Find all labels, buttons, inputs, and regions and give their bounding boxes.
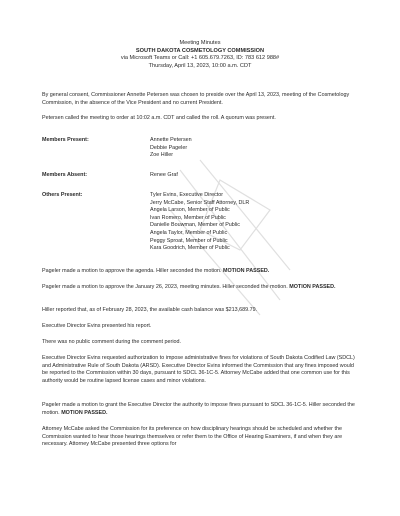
members-absent-list — [150, 172, 178, 180]
motion-result: MOTION PASSED. — [223, 268, 270, 274]
paragraph-public-comment: There was no public comment during the comment period. — [42, 339, 182, 345]
list-item: Debbie Pageler — [150, 144, 188, 151]
motion-text: Pageler made a motion to approve the agenda. Hiller seconded the motion. — [42, 268, 223, 274]
motion-grant-authority — [42, 402, 360, 417]
members-present-label: Members Present: — [42, 137, 89, 143]
list-item: Angela Taylor, Member of Public — [150, 229, 228, 236]
motion-result: MOTION PASSED. — [61, 409, 108, 416]
motion-text: Pageler made a motion to grant the Executive Director the authority to impose fines pursuant to SDCL 36-1C-5. Hiller seconded the motion. — [42, 402, 355, 416]
meeting-access-line: via Microsoft Teams or Call: +1 605.679.7263, ID: 783 612 988# — [120, 55, 280, 62]
organization-name: SOUTH DAKOTA COSMETOLOGY COMMISSION — [135, 47, 265, 54]
paragraph-cash-balance: Hiller reported that, as of February 28, 2023, the available cash balance was $213,689.79. — [42, 307, 258, 313]
list-item: Peggy Sproat, Member of Public — [150, 237, 228, 244]
members-present-list — [150, 137, 192, 160]
list-item: Jerry McCabe, Senior Staff Attorney, DLR — [150, 199, 250, 206]
others-present-label: Others Present: — [42, 192, 83, 198]
paragraph-fines-authority: Executive Director Evins requested authorization to impose administrative fines for violations of South Dakota Codified Law (SDCL) and Administrative Rule of South Dakota (ARSD). Executive Director Evins informed the Commission that any fines imposed would be reported to the Commission within 30 days, pursuant to SDCL 36-1C-5. Attorney McCabe added that one common use for this authority would be routine lapsed license cases and minor violations. — [42, 355, 355, 384]
motion-approve-agenda — [42, 268, 360, 276]
list-item: Tyler Evins, Executive Director — [150, 192, 224, 198]
meeting-date: Thursday, April 13, 2023, 10:00 a.m. CDT — [148, 62, 252, 69]
document-title: Meeting Minutes — [179, 40, 221, 46]
list-item: Renee Graf — [150, 172, 178, 178]
list-item: Danielle Bouwman, Member of Public — [150, 222, 240, 229]
motion-result: MOTION PASSED. — [289, 284, 336, 290]
motion-text: Pageler made a motion to approve the January 26, 2023, meeting minutes. Hiller seconded the motion. — [42, 284, 290, 290]
others-present-list — [150, 192, 249, 253]
members-absent-label: Members Absent: — [42, 172, 88, 178]
paragraph-disciplinary-hearings: Attorney McCabe asked the Commission for its preference on how disciplinary hearings should be scheduled and whether the Commission wanted to hear those hearings themselves or refer them to the Office of Hearing Examiners, if and when they are necessary. Attorney McCabe presented three options for — [42, 426, 343, 448]
list-item: Ivan Romero, Member of Public — [150, 214, 226, 221]
paragraph-call-to-order: Petersen called the meeting to order at 10:02 a.m. CDT and called the roll. A quorum was present. — [42, 115, 276, 121]
document-header — [0, 40, 400, 70]
list-item: Kara Goodrich, Member of Public — [150, 245, 230, 252]
paragraph-director-report: Executive Director Evins presented his report. — [42, 323, 152, 329]
motion-approve-minutes — [42, 284, 360, 292]
list-item: Angela Larson, Member of Public — [150, 207, 230, 214]
list-item: Annette Petersen — [150, 137, 192, 143]
list-item: Zoe Hiller — [150, 152, 174, 159]
paragraph-presiding: By general consent, Commissioner Annette Petersen was chosen to preside over the April 13, 2023, meeting of the Cosmetology Commission, in the absence of the Vice President and no current President. — [42, 92, 350, 106]
